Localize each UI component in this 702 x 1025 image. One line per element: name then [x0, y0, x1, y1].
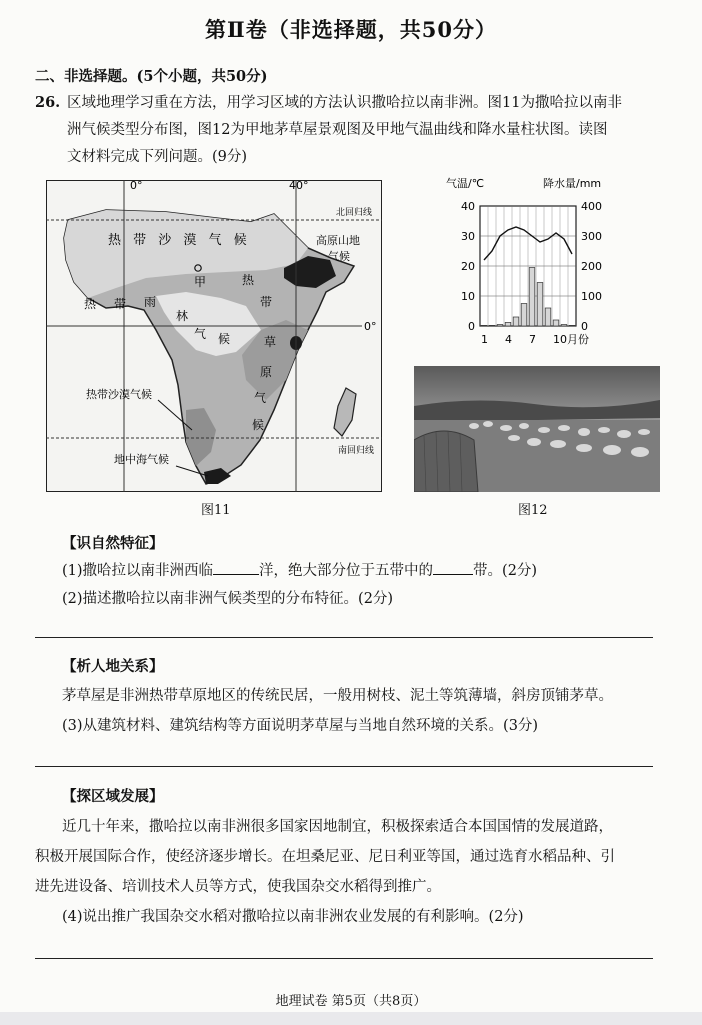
left-tick-label: 30: [461, 230, 475, 243]
right-tick-label: 400: [581, 200, 602, 213]
precip-bar: [561, 325, 567, 327]
thatched-hut-photo: [414, 366, 660, 492]
paper-title: 第Ⅱ卷（非选择题，共50分）: [205, 17, 497, 42]
left-tick-label: 10: [461, 290, 475, 303]
q1-text-b: 洋，绝大部分位于五带中的: [259, 563, 434, 579]
right-tick-label: 300: [581, 230, 602, 243]
part3-heading: 【探区域发展】: [62, 788, 164, 805]
question-number: 26.: [35, 94, 61, 111]
precip-bar: [529, 268, 535, 327]
figure-11-caption: 图11: [201, 503, 231, 518]
rainforest-char-1: 热: [84, 297, 97, 311]
precip-bar: [513, 317, 519, 326]
x-tick-label: 10月份: [553, 333, 589, 346]
precip-bar: [481, 325, 487, 326]
question-intro-line-1: 区域地理学习重在方法，用学习区域的方法认识撒哈拉以南非洲。图11为撒哈拉以南非: [67, 95, 622, 111]
right-axis-title: 降水量/mm: [543, 177, 602, 190]
page-footer: 地理试卷 第5页（共8页）: [275, 994, 427, 1009]
precip-bar: [521, 304, 527, 327]
q1-blank-zone[interactable]: [433, 560, 473, 575]
left-axis-title: 气温/℃: [446, 177, 485, 190]
section-heading: 二、非选择题。(5个小题，共50分): [35, 68, 268, 85]
right-tick-label: 0: [581, 320, 588, 333]
question-intro-line-2: 洲气候类型分布图，图12为甲地茅草屋景观图及甲地气温曲线和降水量柱状图。读图: [67, 122, 608, 138]
tropic-north-label: 北回归线: [336, 208, 373, 218]
x-tick-label: 4: [505, 333, 512, 346]
mediterranean-label: 地中海气候: [114, 453, 169, 466]
part1-heading: 【识自然特征】: [62, 535, 164, 552]
left-tick-label: 40: [461, 200, 475, 213]
rainforest-char-6: 候: [218, 332, 231, 346]
savanna-char-4: 候: [252, 418, 265, 432]
right-tick-label: 100: [581, 290, 602, 303]
savanna-char-1: 草: [264, 335, 277, 349]
rainforest-char-5: 气: [194, 327, 207, 341]
savanna-char-3: 气: [254, 391, 267, 405]
q1-text-c: 带。(2分): [473, 563, 538, 579]
climate-chart: [440, 172, 650, 352]
x-tick-label: 7: [529, 333, 536, 346]
highland-label-1: 高原山地: [316, 234, 360, 247]
dai-label: 带: [260, 295, 273, 309]
precip-bar: [537, 283, 543, 327]
answer-line-3[interactable]: [35, 958, 653, 959]
lon-40-label: 40°: [289, 180, 309, 192]
precip-bar: [545, 308, 551, 326]
right-tick-label: 200: [581, 260, 602, 273]
savanna-char-2: 原: [260, 365, 273, 379]
left-tick-label: 20: [461, 260, 475, 273]
part3-paragraph-2: 积极开展国际合作，使经济逐步增长。在坦桑尼亚、尼日利亚等国，通过选育水稻品种、引: [35, 849, 615, 865]
bottom-bar: [0, 1012, 702, 1025]
left-tick-label: 0: [468, 320, 475, 333]
precip-bar: [553, 320, 559, 326]
desert-north-label: 热 带 沙 漠 气 候: [108, 233, 251, 248]
q1-text-a: (1)撒哈拉以南非洲西临: [62, 563, 214, 579]
figure-12-caption: 图12: [518, 503, 548, 518]
q1-blank-ocean[interactable]: [213, 560, 259, 575]
answer-line-1[interactable]: [35, 637, 653, 638]
rainforest-char-3: 雨: [144, 295, 157, 309]
lon-0-label: 0°: [130, 180, 143, 192]
part2-text: 茅草屋是非洲热带草原地区的传统民居，一般用树枝、泥土等筑薄墙，斜房顶铺茅草。: [62, 688, 613, 704]
highland-label-2: 气候: [328, 250, 350, 263]
rainforest-char-4: 林: [176, 309, 189, 323]
precip-bar: [569, 325, 575, 326]
question-3: (3)从建筑材料、建筑结构等方面说明茅草屋与当地自然环境的关系。(3分): [62, 718, 539, 734]
question-intro-line-3: 文材料完成下列问题。(9分): [67, 149, 248, 165]
tropic-south-label: 南回归线: [338, 446, 375, 456]
question-4: (4)说出推广我国杂交水稻对撒哈拉以南非洲农业发展的有利影响。(2分): [62, 909, 524, 925]
equator-label: 0°: [364, 320, 377, 333]
precip-bar: [489, 325, 495, 326]
precip-bar: [505, 322, 511, 326]
southern-desert-label: 热带沙漠气候: [86, 388, 152, 401]
question-2: (2)描述撒哈拉以南非洲气候类型的分布特征。(2分): [62, 591, 394, 607]
part2-heading: 【析人地关系】: [62, 658, 164, 675]
part3-paragraph-3: 进先进设备、培训技术人员等方式，使我国杂交水稻得到推广。: [35, 879, 441, 895]
hut-shape: [414, 431, 478, 492]
precip-bar: [497, 325, 503, 327]
jia-label: 甲: [194, 275, 207, 289]
question-1: [62, 560, 537, 582]
part3-paragraph-1: 近几十年来，撒哈拉以南非洲很多国家因地制宜，积极探索适合本国国情的发展道路，: [62, 819, 613, 835]
x-tick-label: 1: [481, 333, 488, 346]
answer-line-2[interactable]: [35, 766, 653, 767]
re-label: 热: [242, 273, 255, 287]
africa-climate-map: [46, 180, 382, 492]
rainforest-char-2: 带: [114, 297, 127, 311]
